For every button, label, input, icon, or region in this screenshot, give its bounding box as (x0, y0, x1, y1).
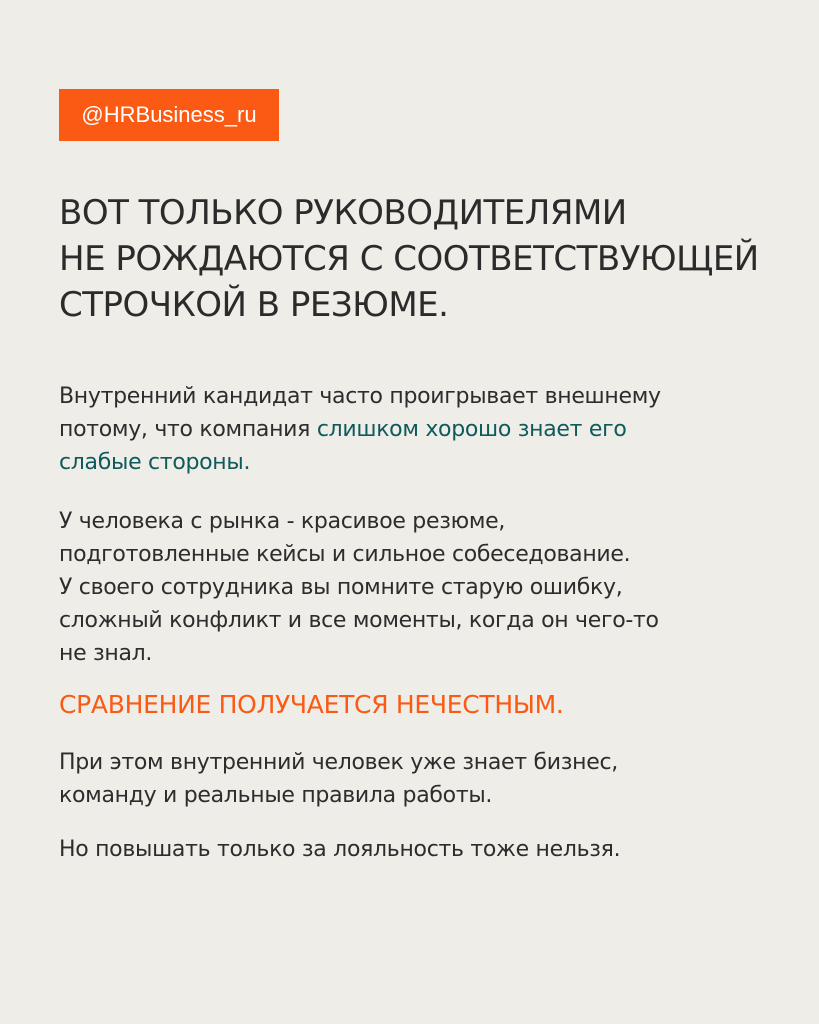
headline (59, 190, 799, 328)
highlighted-text: слишком хорошо знает его (316, 417, 627, 442)
highlighted-text: слабые стороны. (59, 450, 251, 475)
headline-line: ВОТ ТОЛЬКО РУКОВОДИТЕЛЯМИ (59, 193, 627, 233)
handle-badge: @HRBusiness_ru (59, 89, 279, 141)
paragraph-comparison (59, 505, 779, 670)
paragraph-line: не знал. (59, 641, 153, 666)
headline-line: НЕ РОЖДАЮТСЯ С СООТВЕТСТВУЮЩЕЙ (59, 239, 759, 279)
paragraph-line: подготовленные кейсы и сильное собеседование. (59, 542, 631, 567)
paragraph-line: У человека с рынка - красивое резюме, (59, 509, 506, 534)
paragraph-internal-candidate (59, 380, 779, 479)
paragraph-line: У своего сотрудника вы помните старую ошибку, (59, 575, 623, 600)
paragraph-line: команду и реальные правила работы. (59, 783, 493, 808)
paragraph-loyalty (59, 833, 779, 866)
paragraph-line (59, 413, 779, 446)
paragraph-line: Но повышать только за лояльность тоже нельзя. (59, 837, 621, 862)
accent-statement: СРАВНЕНИЕ ПОЛУЧАЕТСЯ НЕЧЕСТНЫМ. (59, 690, 564, 719)
headline-line: СТРОЧКОЙ В РЕЗЮМЕ. (59, 285, 449, 325)
paragraph-line: При этом внутренний человек уже знает бизнес, (59, 750, 618, 775)
paragraph-line: сложный конфликт и все моменты, когда он чего-то (59, 608, 659, 633)
paragraph-internal-advantage (59, 746, 779, 812)
paragraph-line: Внутренний кандидат часто проигрывает внешнему (59, 384, 661, 409)
paragraph-text: потому, что компания (59, 417, 317, 442)
